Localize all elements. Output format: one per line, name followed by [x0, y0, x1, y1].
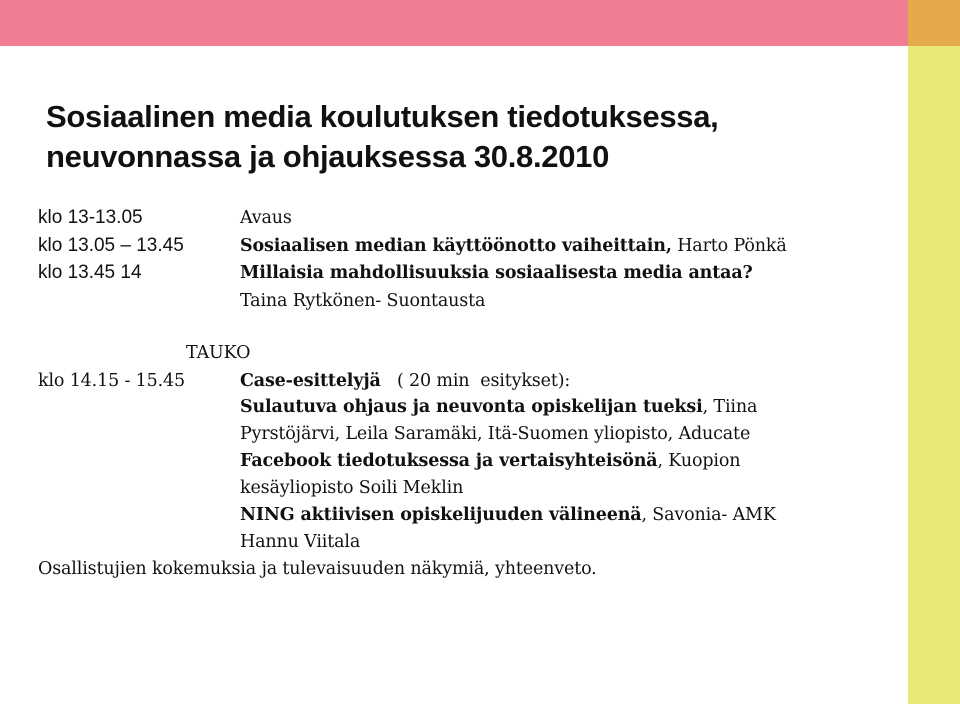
case-item-3-speaker: , Savonia- AMK [641, 505, 776, 525]
schedule-time-1: klo 13-13.05 [38, 207, 143, 228]
slide-title [46, 97, 718, 177]
schedule-text-1: Avaus [240, 208, 292, 228]
schedule-text-3 [240, 263, 753, 283]
side-color-bar [908, 46, 960, 704]
case-item-3-cont: Hannu Viitala [240, 532, 361, 552]
case-item-2-cont: kesäyliopisto Soili Meklin [240, 478, 464, 498]
schedule-topic-2: Sosiaalisen median käyttöönotto vaiheittain, [240, 236, 672, 256]
schedule-time-2: klo 13.05 – 13.45 [38, 235, 184, 256]
case-heading [240, 371, 570, 391]
closing-line: Osallistujien kokemuksia ja tulevaisuuden näkymiä, yhteenveto. [38, 559, 597, 579]
case-time: klo 14.15 - 15.45 [38, 371, 185, 391]
case-item-1-speaker: , Tiina [702, 397, 758, 417]
schedule-topic-3: Millaisia mahdollisuuksia sosiaalisesta media antaa? [240, 263, 753, 283]
corner-block [908, 0, 960, 46]
case-item-3-title: NING aktiivisen opiskelijuuden välineenä [240, 505, 642, 525]
break-label: TAUKO [186, 343, 251, 363]
case-item-2-speaker: , Kuopion [657, 451, 741, 471]
case-item-1 [240, 397, 757, 417]
schedule-text-2 [240, 236, 787, 256]
case-heading-bold: Case-esittelyjä [240, 371, 381, 391]
case-item-1-cont: Pyrstöjärvi, Leila Saramäki, Itä-Suomen yliopisto, Aducate [240, 424, 751, 444]
case-item-1-title: Sulautuva ohjaus ja neuvonta opiskelijan tueksi [240, 397, 703, 417]
case-heading-note: ( 20 min esitykset): [380, 371, 571, 391]
case-item-2-title: Facebook tiedotuksessa ja vertaisyhteisönä [240, 451, 658, 471]
schedule-time-3: klo 13.45 14 [38, 262, 142, 283]
top-color-bar [0, 0, 908, 46]
schedule-speaker-2: Harto Pönkä [671, 236, 787, 256]
schedule-speaker-3: Taina Rytkönen- Suontausta [240, 291, 486, 311]
title-line-2: neuvonnassa ja ohjauksessa 30.8.2010 [46, 139, 610, 174]
case-item-2 [240, 451, 740, 471]
case-item-3 [240, 505, 776, 525]
title-line-1: Sosiaalinen media koulutuksen tiedotuksessa, [46, 99, 719, 134]
